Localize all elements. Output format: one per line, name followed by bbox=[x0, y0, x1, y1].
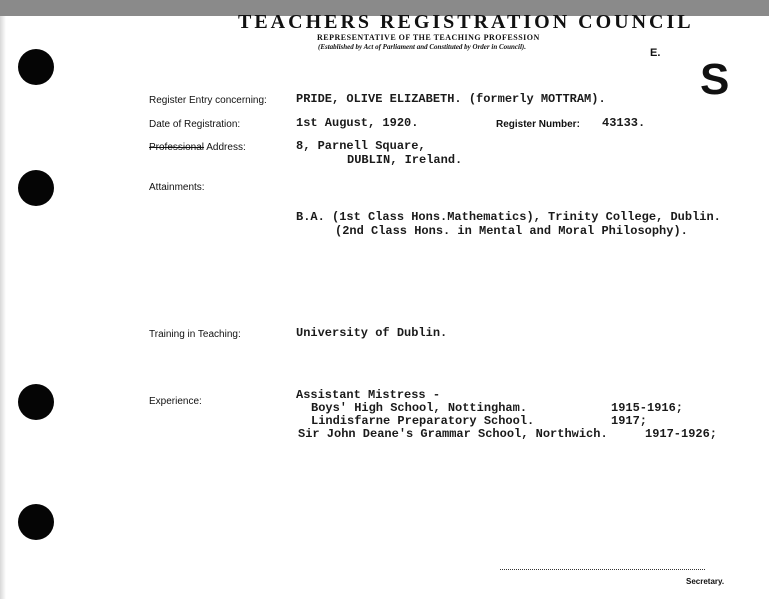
address-line-2: DUBLIN, Ireland. bbox=[347, 153, 463, 167]
attainments-label: Attainments: bbox=[149, 182, 205, 193]
address-label bbox=[149, 142, 246, 153]
experience-heading: Assistant Mistress - bbox=[296, 388, 441, 402]
experience-school: Lindisfarne Preparatory School. bbox=[311, 414, 535, 428]
index-letter: S bbox=[700, 55, 730, 104]
register-entry-label: Register Entry concerning: bbox=[149, 95, 267, 106]
experience-school: Boys' High School, Nottingham. bbox=[311, 401, 528, 415]
council-subtitle: REPRESENTATIVE OF THE TEACHING PROFESSION bbox=[317, 33, 540, 42]
register-number-value: 43133. bbox=[602, 116, 646, 130]
training-value: University of Dublin. bbox=[296, 326, 448, 340]
address-word: Address: bbox=[204, 142, 246, 153]
experience-years: 1917-1926; bbox=[645, 427, 718, 441]
training-label: Training in Teaching: bbox=[149, 329, 241, 340]
series-letter: E. bbox=[650, 47, 661, 59]
experience-years: 1915-1916; bbox=[611, 401, 684, 415]
registrant-name: PRIDE, OLIVE ELIZABETH. (formerly MOTTRAM). bbox=[296, 92, 606, 106]
punch-hole bbox=[18, 49, 54, 85]
register-number-label: Register Number: bbox=[496, 119, 580, 130]
attainments-line-1: B.A. (1st Class Hons.Mathematics), Trinity College, Dublin. bbox=[296, 210, 721, 224]
council-title: TEACHERS REGISTRATION COUNCIL bbox=[238, 11, 694, 33]
attainments-line-2: (2nd Class Hons. in Mental and Moral Philosophy). bbox=[335, 224, 688, 238]
council-established-note: (Established by Act of Parliament and Constituted by Order in Council). bbox=[318, 43, 527, 51]
address-line-1: 8, Parnell Square, bbox=[296, 139, 426, 153]
professional-struck-word: Professional bbox=[149, 142, 205, 153]
punch-hole bbox=[18, 170, 54, 206]
experience-years: 1917; bbox=[611, 414, 648, 428]
experience-label: Experience: bbox=[149, 396, 202, 407]
secretary-signature-line bbox=[500, 569, 705, 570]
scan-left-edge bbox=[0, 16, 6, 599]
secretary-label: Secretary. bbox=[686, 577, 725, 586]
registration-date: 1st August, 1920. bbox=[296, 116, 419, 130]
date-of-registration-label: Date of Registration: bbox=[149, 119, 241, 130]
punch-hole bbox=[18, 384, 54, 420]
punch-hole bbox=[18, 504, 54, 540]
experience-school: Sir John Deane's Grammar School, Northwich. bbox=[298, 427, 608, 441]
